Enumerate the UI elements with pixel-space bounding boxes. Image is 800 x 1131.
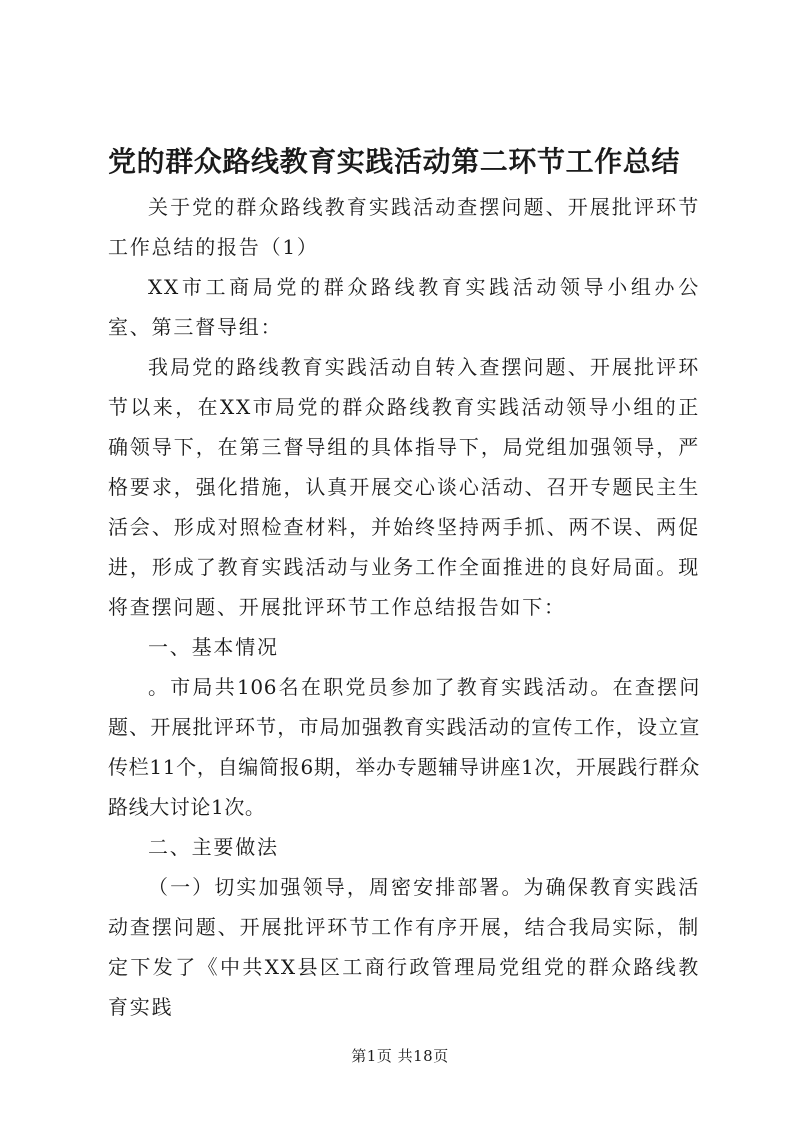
intro-paragraph: 我局党的路线教育实践活动自转入查摆问题、开展批评环节以来，在XX市局党的群众路线教育实践活动领导小组的正确领导下，在第三督导组的具体指导下，局党组加强领导，严格要求，强化措施，认真开展交心谈心活动、召开专题民主生活会、形成对照检查材料，并始终坚持两手抓、两不误、两促进，形成了教育实践活动与业务工作全面推进的良好局面。现将查摆问题、开展批评环节工作总结报告如下：	[108, 355, 700, 619]
recipient-paragraph: XX市工商局党的群众路线教育实践活动领导小组办公室、第三督导组：	[108, 275, 700, 339]
section-heading-methods: 二、主要做法	[148, 835, 279, 859]
basic-situation-paragraph: 。市局共106名在职党员参加了教育实践活动。在查摆问题、开展批评环节，市局加强教育实践活动的宣传工作，设立宣传栏11个，自编简报6期，举办专题辅导讲座1次，开展践行群众路线大讨论1次。	[108, 675, 700, 819]
section-heading-basic: 一、基本情况	[148, 635, 279, 659]
page-footer: 第1页 共18页	[351, 1047, 449, 1065]
document-body	[108, 187, 700, 1027]
methods-paragraph: （一）切实加强领导，周密安排部署。为确保教育实践活动查摆问题、开展批评环节工作有序开展，结合我局实际，制定下发了《中共XX县区工商行政管理局党组党的群众路线教育实践	[108, 875, 700, 1019]
report-heading-paragraph: 关于党的群众路线教育实践活动查摆问题、开展批评环节工作总结的报告（1）	[108, 195, 700, 259]
document-title: 党的群众路线教育实践活动第二环节工作总结	[108, 145, 681, 178]
